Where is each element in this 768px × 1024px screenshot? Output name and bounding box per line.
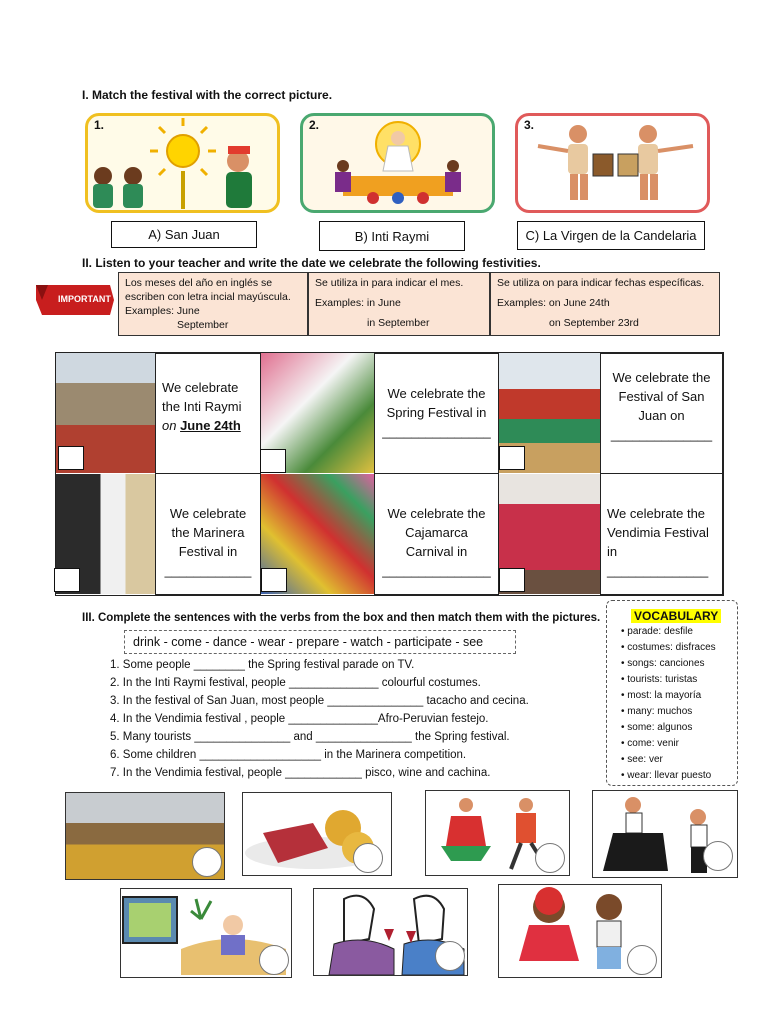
info-line: Examples: June	[125, 305, 200, 317]
inti-raymi-illustration	[88, 116, 277, 210]
cell-line: Juan on	[638, 408, 685, 423]
vocab-item: some: algunos	[627, 722, 693, 733]
sentence-4: 4. In the Vendimia festival , people ______________Afro-Peruvian festejo.	[110, 713, 489, 725]
picture-children-dancing	[498, 884, 662, 978]
cell-line: Festival of San	[618, 389, 705, 404]
cell-line: We celebrate	[162, 380, 239, 395]
vocab-item: come: venir	[627, 738, 679, 749]
picture-number: 1.	[94, 118, 105, 132]
info-line: Examples: on June 24th	[497, 297, 610, 309]
candelaria-illustration	[303, 116, 492, 210]
answer-circle[interactable]	[192, 847, 222, 877]
vocab-item: wear: llevar puesto	[627, 770, 712, 781]
section-3-heading: III. Complete the sentences with the verbs from the box and then match them with the pictures.	[82, 612, 601, 624]
picture-3-san-juan	[515, 113, 710, 213]
picture-dancers-colourful	[425, 790, 570, 876]
info-line: September	[177, 319, 229, 331]
cell-line: Carnival in	[405, 544, 468, 559]
sentence-5: 5. Many tourists _______________ and _______________ the Spring festival.	[110, 731, 510, 743]
cell-blank[interactable]: ______________	[607, 563, 709, 578]
cell-line: We celebrate the	[387, 506, 486, 521]
info-line: on September 23rd	[549, 317, 639, 329]
cell-cajamarca-carnival	[374, 473, 499, 595]
vocabulary-title: VOCABULARY	[631, 609, 721, 623]
cell-line: in	[607, 544, 618, 559]
sentence-2: 2. In the Inti Raymi festival, people ______________ colourful costumes.	[110, 677, 481, 689]
sentence-7: 7. In the Vendimia festival, people ____________ pisco, wine and cachina.	[110, 767, 491, 779]
cell-inti-raymi	[155, 353, 261, 474]
info-line: escriben con letra incial mayúscula.	[125, 291, 291, 303]
important-label: IMPORTANT	[58, 294, 111, 304]
cell-blank[interactable]: ____________	[164, 563, 252, 578]
cell-line: Festival in	[178, 544, 238, 559]
answer-circle[interactable]	[627, 945, 657, 975]
vocab-item: tourists: turistas	[627, 674, 698, 685]
cell-line: the Inti Raymi	[162, 399, 242, 414]
cell-san-juan	[600, 353, 723, 474]
vocab-item: most: la mayoría	[627, 690, 702, 701]
answer-circle[interactable]	[353, 843, 383, 873]
section-1-heading: I. Match the festival with the correct picture.	[82, 88, 333, 102]
answer-date: June 24th	[180, 418, 241, 433]
cell-line: We celebrate the	[387, 386, 486, 401]
info-box-months	[118, 272, 308, 336]
answer-circle[interactable]	[703, 841, 733, 871]
cell-line: We celebrate	[169, 506, 247, 521]
cell-line: on	[162, 418, 181, 433]
sentence-3: 3. In the festival of San Juan, most people _______________ tacacho and cecina.	[110, 695, 529, 707]
picture-parade-float	[65, 792, 225, 880]
verb-box: drink - come - dance - wear - prepare - watch - participate - see	[124, 630, 516, 654]
info-box-on	[490, 272, 720, 336]
vocabulary-box: VOCABULARY • parade: desfile • costumes: disfraces • songs: canciones • tourists: turistas • most: la mayoría • many: muchos • some: algunos • come: venir • see: ver • wear: llevar puesto	[606, 600, 738, 786]
cell-blank[interactable]: ______________	[610, 427, 713, 442]
festival-date-grid	[55, 352, 724, 596]
vocab-item: many: muchos	[627, 706, 693, 717]
cell-line: Spring Festival in	[386, 405, 487, 420]
cell-vendimia	[600, 473, 723, 595]
answer-box[interactable]	[58, 446, 84, 470]
san-juan-illustration	[518, 116, 707, 210]
picture-number: 2.	[309, 118, 320, 132]
cell-line: We celebrate the	[607, 506, 706, 521]
cell-line: We celebrate the	[612, 370, 711, 385]
picture-drinking-wine	[313, 888, 468, 976]
sentence-1: 1. Some people ________ the Spring festival parade on TV.	[110, 659, 415, 671]
cell-line: Vendimia Festival	[607, 525, 709, 540]
answer-circle[interactable]	[259, 945, 289, 975]
info-box-in	[308, 272, 490, 336]
vocab-item: see: ver	[627, 754, 663, 765]
info-line: Se utiliza in para indicar el mes.	[315, 277, 464, 289]
picture-2-candelaria	[300, 113, 495, 213]
picture-food	[242, 792, 392, 876]
answer-box[interactable]	[261, 568, 287, 592]
cell-marinera	[155, 473, 261, 595]
answer-box[interactable]	[54, 568, 80, 592]
info-line: Los meses del año en inglés se	[125, 277, 273, 289]
option-c: C) La Virgen de la Candelaria	[517, 221, 705, 250]
picture-marinera-dancers	[592, 790, 738, 878]
vocab-item: songs: canciones	[627, 658, 705, 669]
picture-number: 3.	[524, 118, 535, 132]
answer-box[interactable]	[499, 568, 525, 592]
vocab-item: parade: desfile	[627, 626, 693, 637]
info-line: Examples: in June	[315, 297, 401, 309]
picture-watching-tv	[120, 888, 292, 978]
section-2-heading: II. Listen to your teacher and write the date we celebrate the following festivities.	[82, 256, 541, 270]
option-b: B) Inti Raymi	[319, 221, 465, 251]
sentence-6: 6. Some children ___________________ in the Marinera competition.	[110, 749, 467, 761]
answer-circle[interactable]	[435, 941, 465, 971]
cell-line: the Marinera	[171, 525, 245, 540]
cell-blank[interactable]: _______________	[382, 424, 491, 439]
info-line: Se utiliza on para indicar fechas específicas.	[497, 277, 705, 289]
important-banner	[36, 285, 114, 315]
info-line: in September	[367, 317, 430, 329]
cell-line: Cajamarca	[405, 525, 468, 540]
cell-spring-festival	[374, 353, 499, 474]
answer-circle[interactable]	[535, 843, 565, 873]
cell-blank[interactable]: _______________	[382, 563, 491, 578]
answer-box[interactable]	[499, 446, 525, 470]
picture-1-inti-raymi	[85, 113, 280, 213]
vocab-item: costumes: disfraces	[627, 642, 716, 653]
answer-box[interactable]	[260, 449, 286, 473]
option-a: A) San Juan	[111, 221, 257, 248]
